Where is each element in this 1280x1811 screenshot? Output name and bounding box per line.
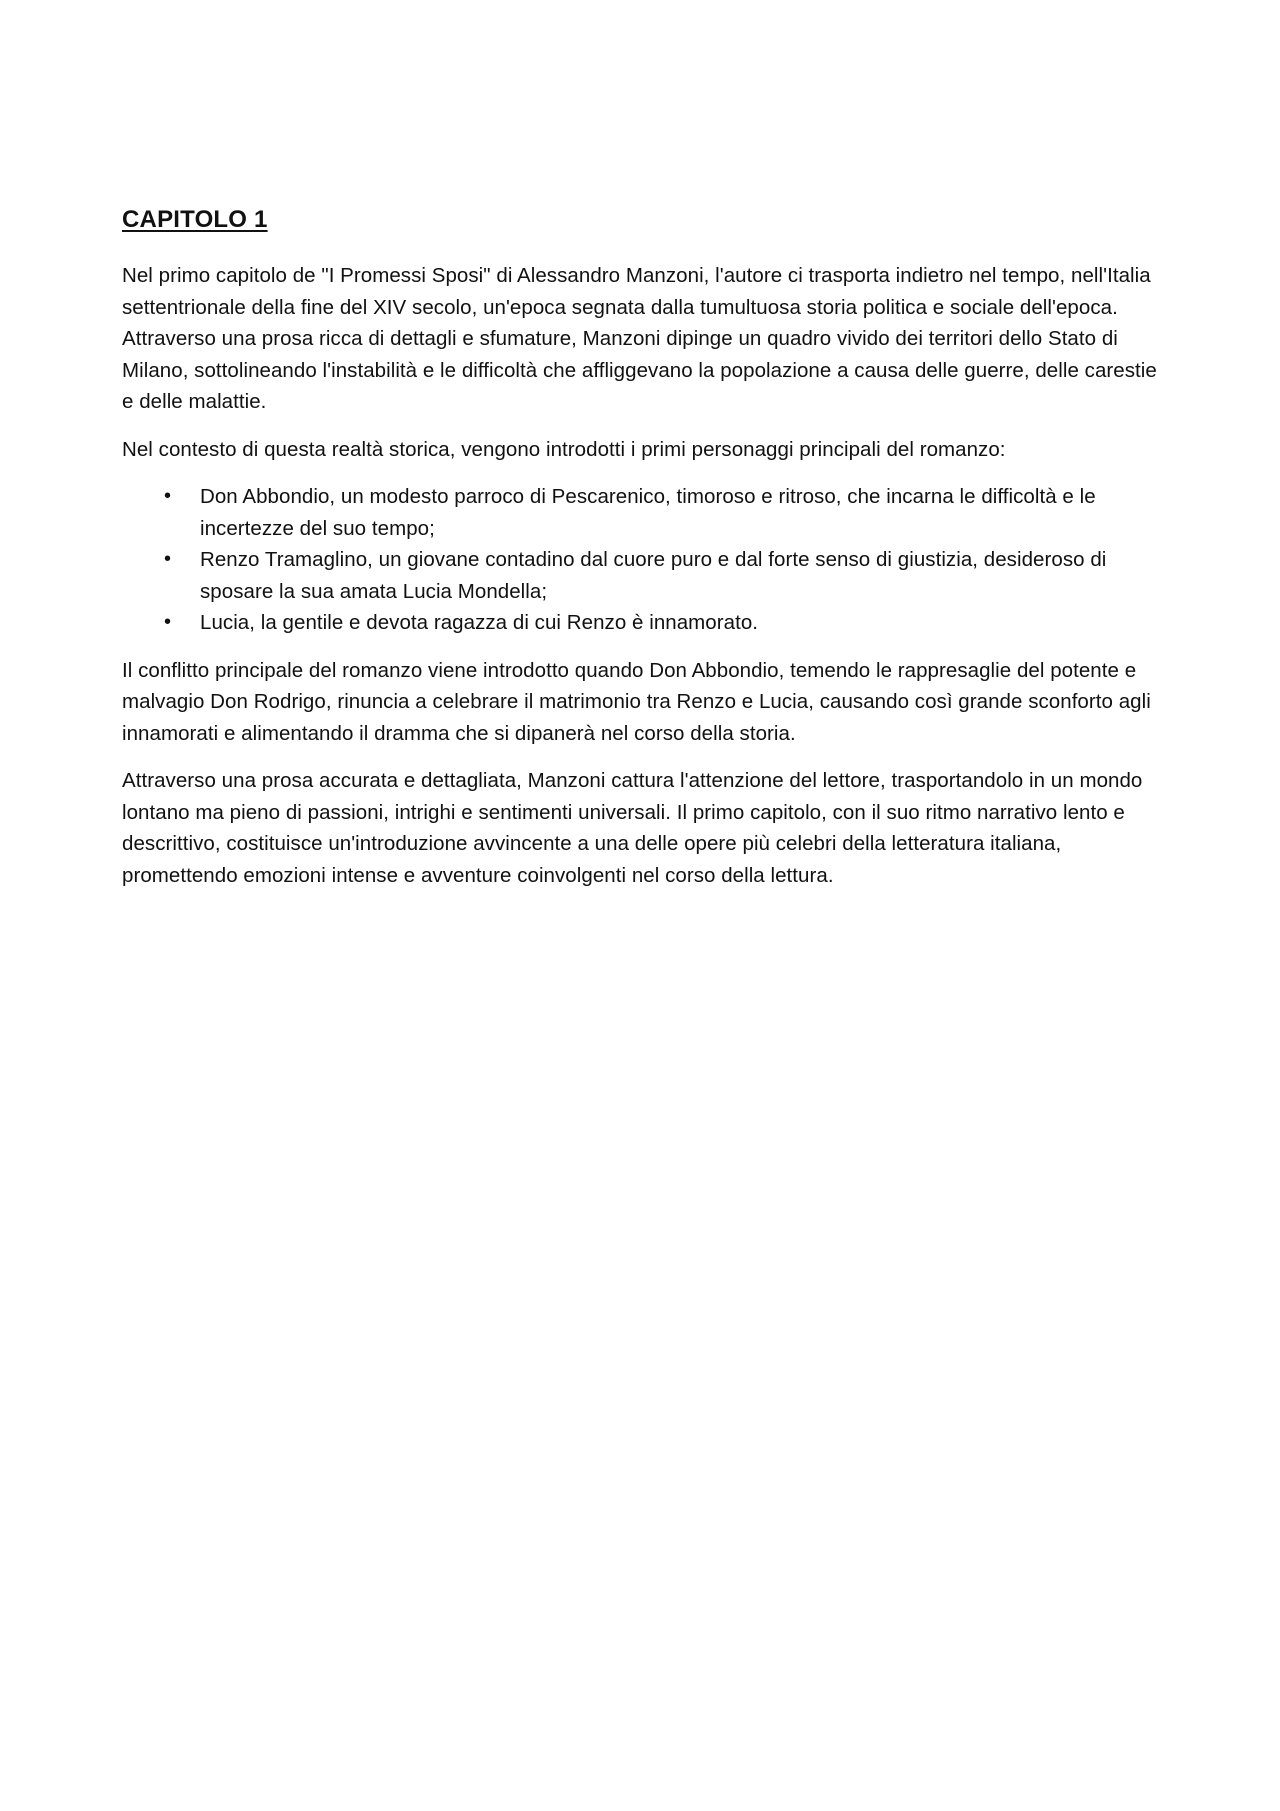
characters-list: [122, 481, 1162, 639]
list-item-text: Lucia, la gentile e devota ragazza di cui Renzo è innamorato.: [200, 611, 759, 634]
characters-intro-paragraph: Nel contesto di questa realtà storica, vengono introdotti i primi personaggi principali del romanzo:: [122, 437, 1006, 461]
document-body: [122, 204, 1162, 907]
list-item: [122, 607, 1162, 639]
list-item: [122, 481, 1162, 544]
conclusion-paragraph: Attraverso una prosa accurata e dettagliata, Manzoni cattura l'attenzione del lettore, trasportandolo in un mondo lontano ma pieno di passioni, intrighi e sentimenti universali. Il primo capitolo, con il suo ritmo narrativo lento e descrittivo, costituisce un'introduzione avvincente a una delle opere più celebri della letteratura italiana, promettendo emozioni intense e avventure coinvolgenti nel corso della lettura.: [122, 769, 1143, 887]
list-item: [122, 544, 1162, 607]
bullet-icon: •: [164, 548, 172, 570]
chapter-heading: CAPITOLO 1: [122, 206, 268, 233]
bullet-icon: •: [164, 485, 172, 507]
bullet-icon: •: [164, 611, 172, 633]
list-item-text: Renzo Tramaglino, un giovane contadino dal cuore puro e dal forte senso di giustizia, desideroso di sposare la sua amata Lucia Mondella;: [200, 548, 1107, 603]
intro-paragraph: Nel primo capitolo de "I Promessi Sposi" di Alessandro Manzoni, l'autore ci trasporta indietro nel tempo, nell'Italia settentrionale della fine del XIV secolo, un'epoca segnata dalla tumultuosa storia politica e sociale dell'epoca. Attraverso una prosa ricca di dettagli e sfumature, Manzoni dipinge un quadro vivido dei territori dello Stato di Milano, sottolineando l'instabilità e le difficoltà che affliggevano la popolazione a causa delle guerre, delle carestie e delle malattie.: [122, 264, 1157, 413]
list-item-text: Don Abbondio, un modesto parroco di Pescarenico, timoroso e ritroso, che incarna le difficoltà e le incertezze del suo tempo;: [200, 485, 1096, 540]
conflict-paragraph: Il conflitto principale del romanzo viene introdotto quando Don Abbondio, temendo le rappresaglie del potente e malvagio Don Rodrigo, rinuncia a celebrare il matrimonio tra Renzo e Lucia, causando così grande sconforto agli innamorati e alimentando il dramma che si dipanerà nel corso della storia.: [122, 658, 1151, 745]
